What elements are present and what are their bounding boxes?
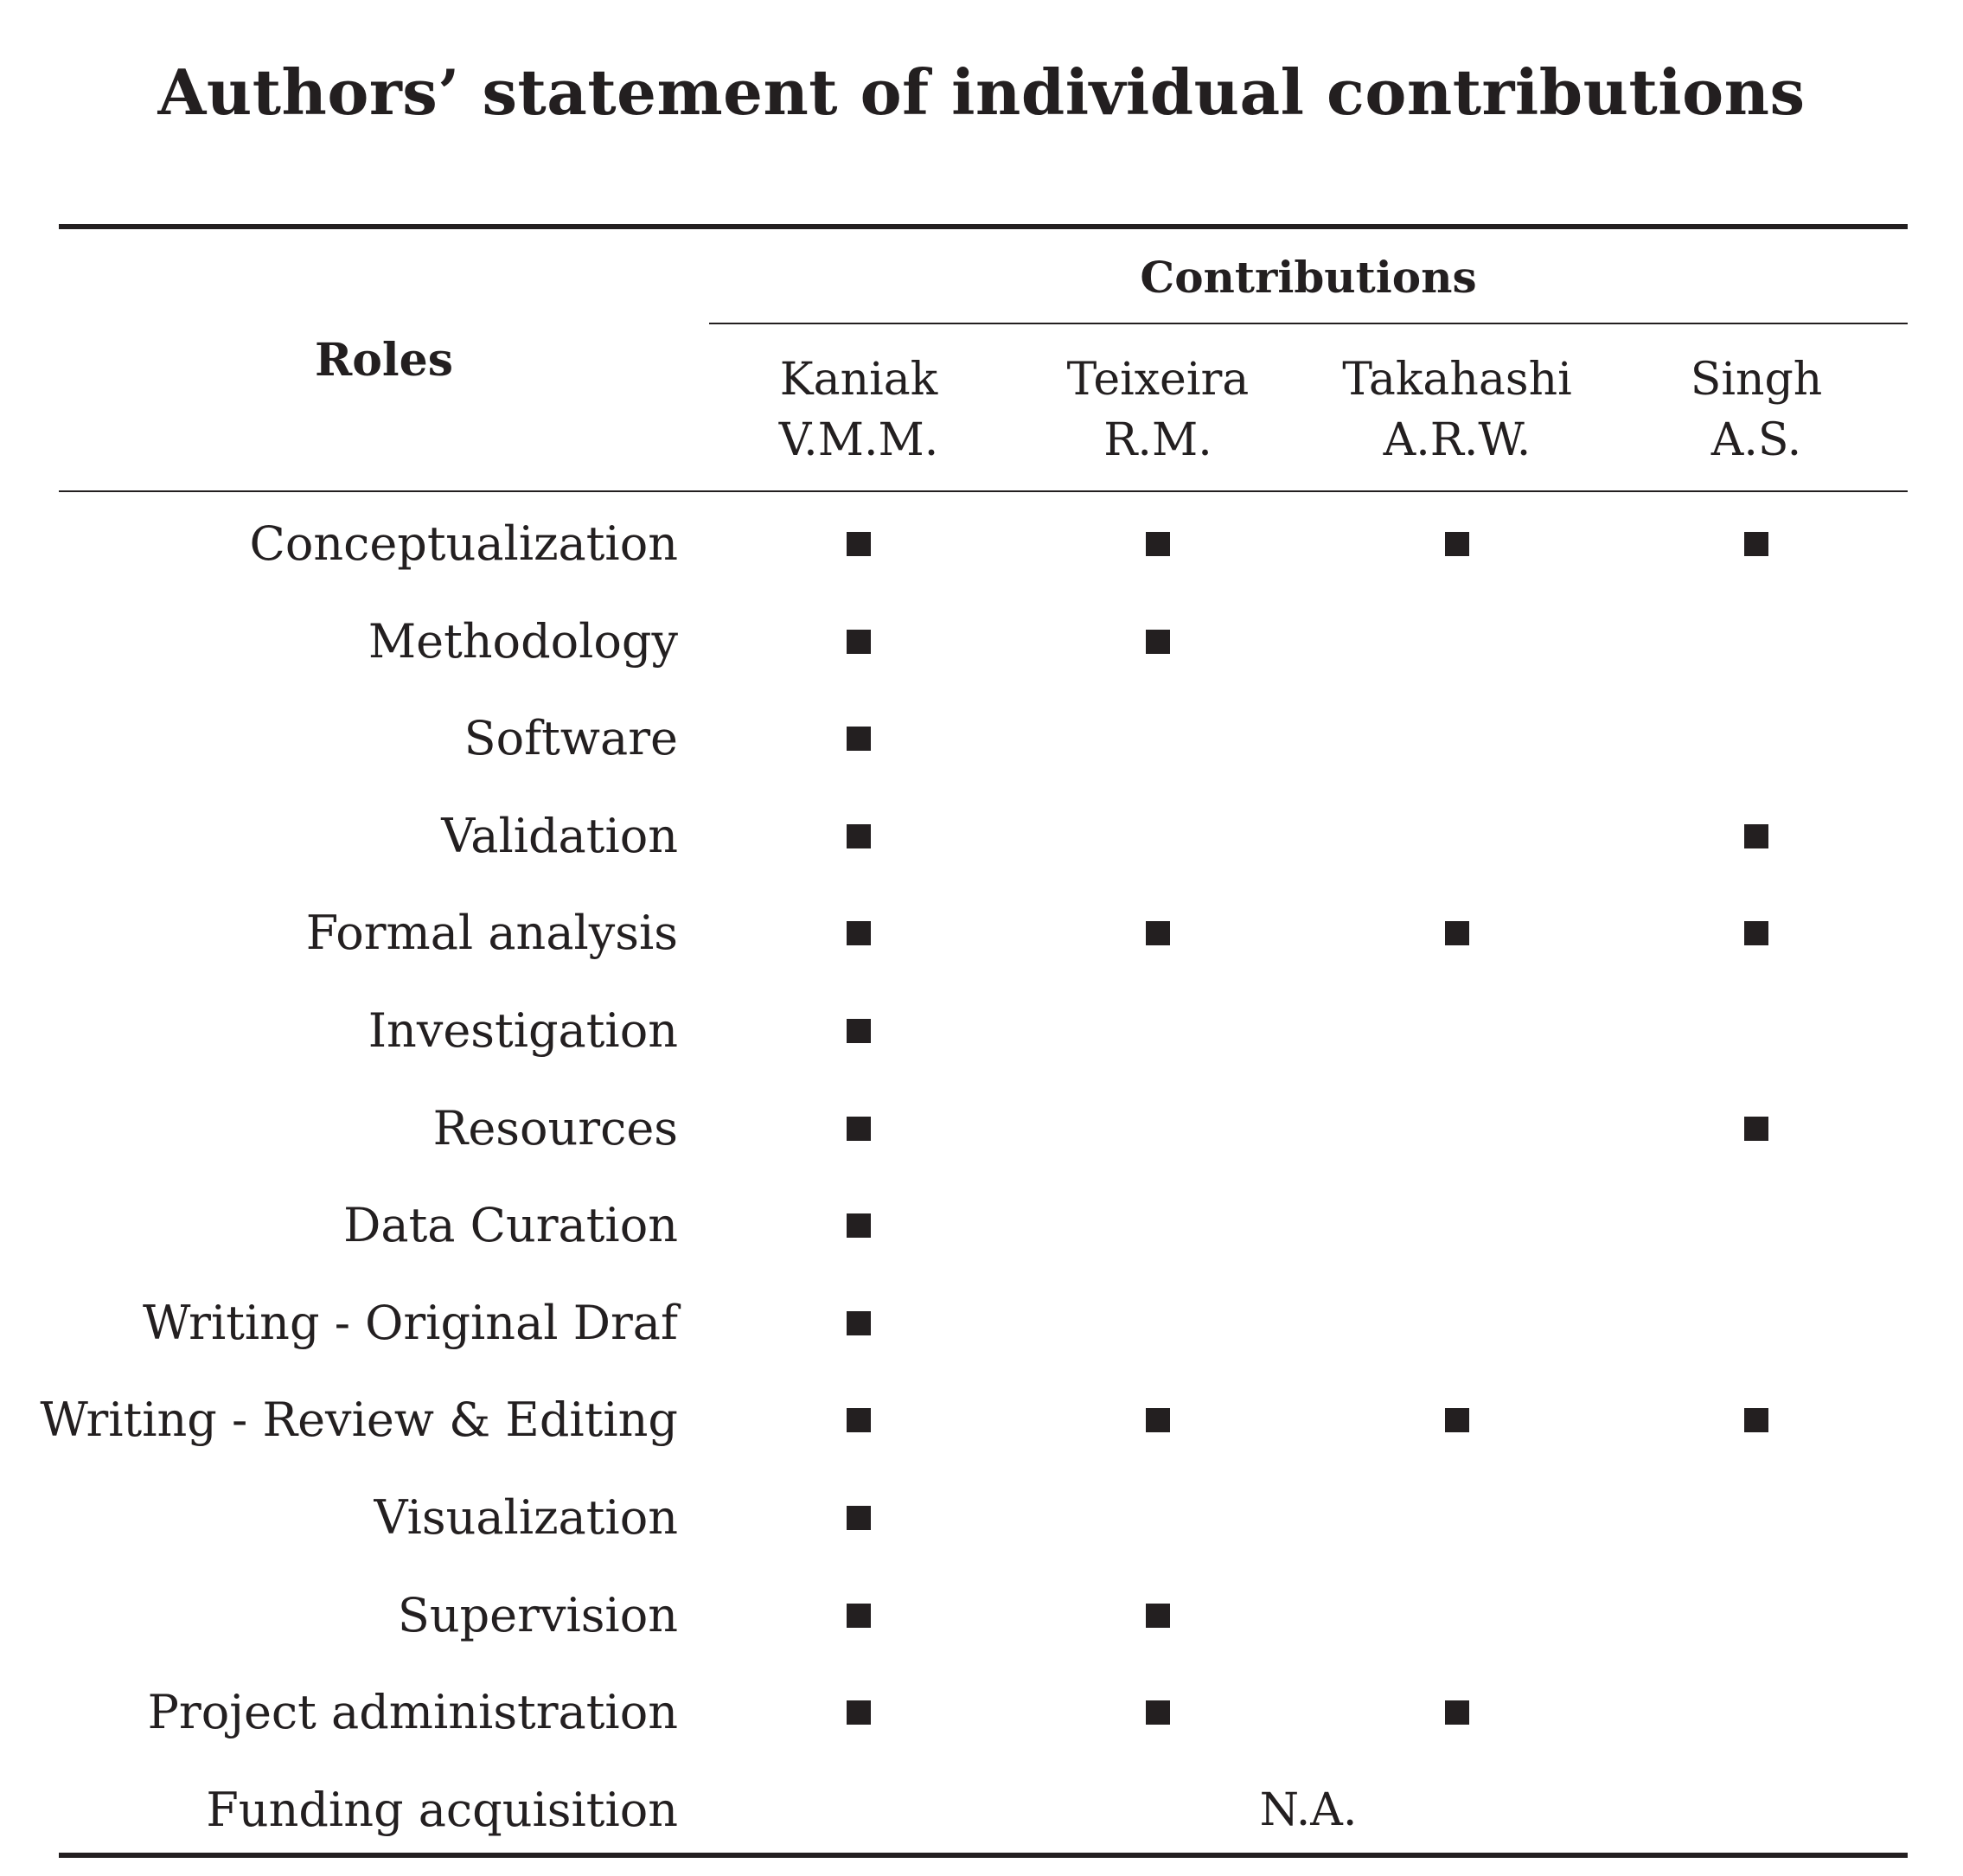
- author-surname: Kaniak: [779, 354, 938, 406]
- filled-square-icon: [847, 1506, 871, 1530]
- contribution-cell: [1607, 1388, 1906, 1452]
- contribution-cell: [1308, 610, 1607, 674]
- filled-square-icon: [847, 1408, 871, 1432]
- author-initials: A.R.W.: [1383, 414, 1531, 466]
- table-row: [0, 1194, 1963, 1291]
- table-row: [0, 1388, 1963, 1486]
- author-header-singh: [1607, 349, 1906, 471]
- contribution-cell: [1308, 1486, 1607, 1550]
- contribution-cell: [709, 1584, 1008, 1648]
- filled-square-icon: [1146, 1408, 1170, 1432]
- contribution-cell: [1008, 804, 1308, 868]
- filled-square-icon: [847, 630, 871, 654]
- table-row: [0, 1681, 1963, 1778]
- filled-square-icon: [1146, 1700, 1170, 1725]
- role-label: Conceptualization: [249, 516, 678, 571]
- table-top-rule: [59, 224, 1908, 229]
- contribution-cell: [1308, 1681, 1607, 1745]
- filled-square-icon: [1744, 532, 1768, 556]
- contribution-cell: [1008, 707, 1308, 771]
- author-initials: V.M.M.: [778, 414, 939, 466]
- roles-header: Roles: [314, 334, 453, 387]
- contribution-cell: [1008, 610, 1308, 674]
- contribution-cell: [1008, 1486, 1308, 1550]
- filled-square-icon: [1146, 921, 1170, 945]
- filled-square-icon: [1146, 532, 1170, 556]
- contributions-underline: [709, 323, 1908, 324]
- filled-square-icon: [1445, 1408, 1469, 1432]
- filled-square-icon: [847, 1213, 871, 1238]
- contribution-cell: [1008, 1388, 1308, 1452]
- document-title: Authors’ statement of individual contributions: [157, 55, 1806, 129]
- filled-square-icon: [847, 1604, 871, 1628]
- contribution-cell: [709, 1486, 1008, 1550]
- table-row: [0, 707, 1963, 804]
- contribution-cell: [1008, 1681, 1308, 1745]
- contribution-cell: [709, 1291, 1008, 1355]
- table-row: [0, 804, 1963, 902]
- filled-square-icon: [847, 1019, 871, 1043]
- filled-square-icon: [1744, 824, 1768, 848]
- contribution-cell: [1008, 901, 1308, 965]
- role-label: Supervision: [397, 1587, 678, 1642]
- header-bottom-rule: [59, 490, 1908, 492]
- author-initials: A.S.: [1710, 414, 1802, 466]
- contribution-cell: [709, 610, 1008, 674]
- role-label: Resources: [432, 1100, 678, 1156]
- table-row: [0, 901, 1963, 999]
- table-row: [0, 1584, 1963, 1681]
- contribution-cell: [1607, 1681, 1906, 1745]
- contributions-header: Contributions: [1140, 252, 1477, 303]
- contribution-cell: [1607, 804, 1906, 868]
- contribution-cell: [1008, 512, 1308, 576]
- contribution-cell: [709, 1388, 1008, 1452]
- table-row: [0, 1778, 1963, 1876]
- filled-square-icon: [1744, 921, 1768, 945]
- author-surname: Teixeira: [1066, 354, 1250, 406]
- not-applicable-note: N.A.: [1259, 1783, 1358, 1836]
- author-header-takahashi: [1308, 349, 1607, 471]
- contribution-cell: [1308, 1097, 1607, 1161]
- role-label: Project administration: [147, 1685, 678, 1740]
- filled-square-icon: [847, 727, 871, 751]
- table-row: [0, 1097, 1963, 1194]
- contribution-cell: [1308, 1291, 1607, 1355]
- filled-square-icon: [1445, 532, 1469, 556]
- filled-square-icon: [847, 824, 871, 848]
- filled-square-icon: [847, 921, 871, 945]
- author-header-kaniak: [709, 349, 1008, 471]
- contribution-cell: [1607, 707, 1906, 771]
- contribution-cell: [1008, 1291, 1308, 1355]
- contribution-cell: [1308, 1388, 1607, 1452]
- table-bottom-rule: [59, 1853, 1908, 1858]
- contribution-cell: [1008, 1584, 1308, 1648]
- filled-square-icon: [847, 1311, 871, 1335]
- role-label: Funding acquisition: [206, 1782, 678, 1837]
- table-row: [0, 999, 1963, 1097]
- contribution-cell: [1308, 707, 1607, 771]
- table-row: [0, 512, 1963, 610]
- contribution-cell: [709, 707, 1008, 771]
- contribution-cell: [709, 804, 1008, 868]
- contribution-cell: [1308, 512, 1607, 576]
- table-row: [0, 1486, 1963, 1584]
- filled-square-icon: [847, 1117, 871, 1141]
- contribution-cell: [1607, 1097, 1906, 1161]
- role-label: Methodology: [368, 613, 678, 669]
- role-label: Validation: [441, 808, 678, 863]
- contribution-cell: [1607, 1486, 1906, 1550]
- contribution-cell: [1308, 901, 1607, 965]
- role-label: Writing - Review & Editing: [40, 1393, 678, 1448]
- contribution-cell: [1607, 901, 1906, 965]
- author-surname: Singh: [1690, 354, 1823, 406]
- filled-square-icon: [1445, 921, 1469, 945]
- contribution-cell: [709, 901, 1008, 965]
- contributions-table-body: [0, 512, 1963, 1875]
- role-label: Writing - Original Draf: [143, 1295, 678, 1350]
- author-initials: R.M.: [1103, 414, 1212, 466]
- author-surname: Takahashi: [1342, 354, 1572, 406]
- filled-square-icon: [1744, 1408, 1768, 1432]
- filled-square-icon: [847, 532, 871, 556]
- contribution-cell: [709, 1681, 1008, 1745]
- contribution-cell: [1607, 1194, 1906, 1258]
- contribution-cell: [709, 512, 1008, 576]
- table-row: [0, 610, 1963, 708]
- contribution-cell: [1308, 999, 1607, 1063]
- contribution-cell: [1607, 1584, 1906, 1648]
- contribution-cell: [1308, 804, 1607, 868]
- contribution-cell: [1008, 999, 1308, 1063]
- role-label: Software: [464, 711, 678, 766]
- contribution-cell: [1607, 610, 1906, 674]
- filled-square-icon: [847, 1700, 871, 1725]
- role-label: Visualization: [374, 1489, 678, 1545]
- contribution-cell: [1008, 1194, 1308, 1258]
- contribution-cell: [1607, 512, 1906, 576]
- role-label: Investigation: [368, 1002, 678, 1058]
- contribution-cell: [1008, 1097, 1308, 1161]
- contribution-cell: [709, 1194, 1008, 1258]
- contribution-cell: [709, 1097, 1008, 1161]
- role-label: Data Curation: [343, 1198, 678, 1253]
- filled-square-icon: [1445, 1700, 1469, 1725]
- contribution-cell: [1607, 1291, 1906, 1355]
- table-row: [0, 1291, 1963, 1389]
- contribution-cell: [709, 999, 1008, 1063]
- contribution-cell: [1607, 999, 1906, 1063]
- filled-square-icon: [1744, 1117, 1768, 1141]
- author-header-teixeira: [1008, 349, 1308, 471]
- filled-square-icon: [1146, 630, 1170, 654]
- contribution-cell: [1308, 1194, 1607, 1258]
- contribution-cell: [1308, 1584, 1607, 1648]
- role-label: Formal analysis: [305, 906, 678, 961]
- filled-square-icon: [1146, 1604, 1170, 1628]
